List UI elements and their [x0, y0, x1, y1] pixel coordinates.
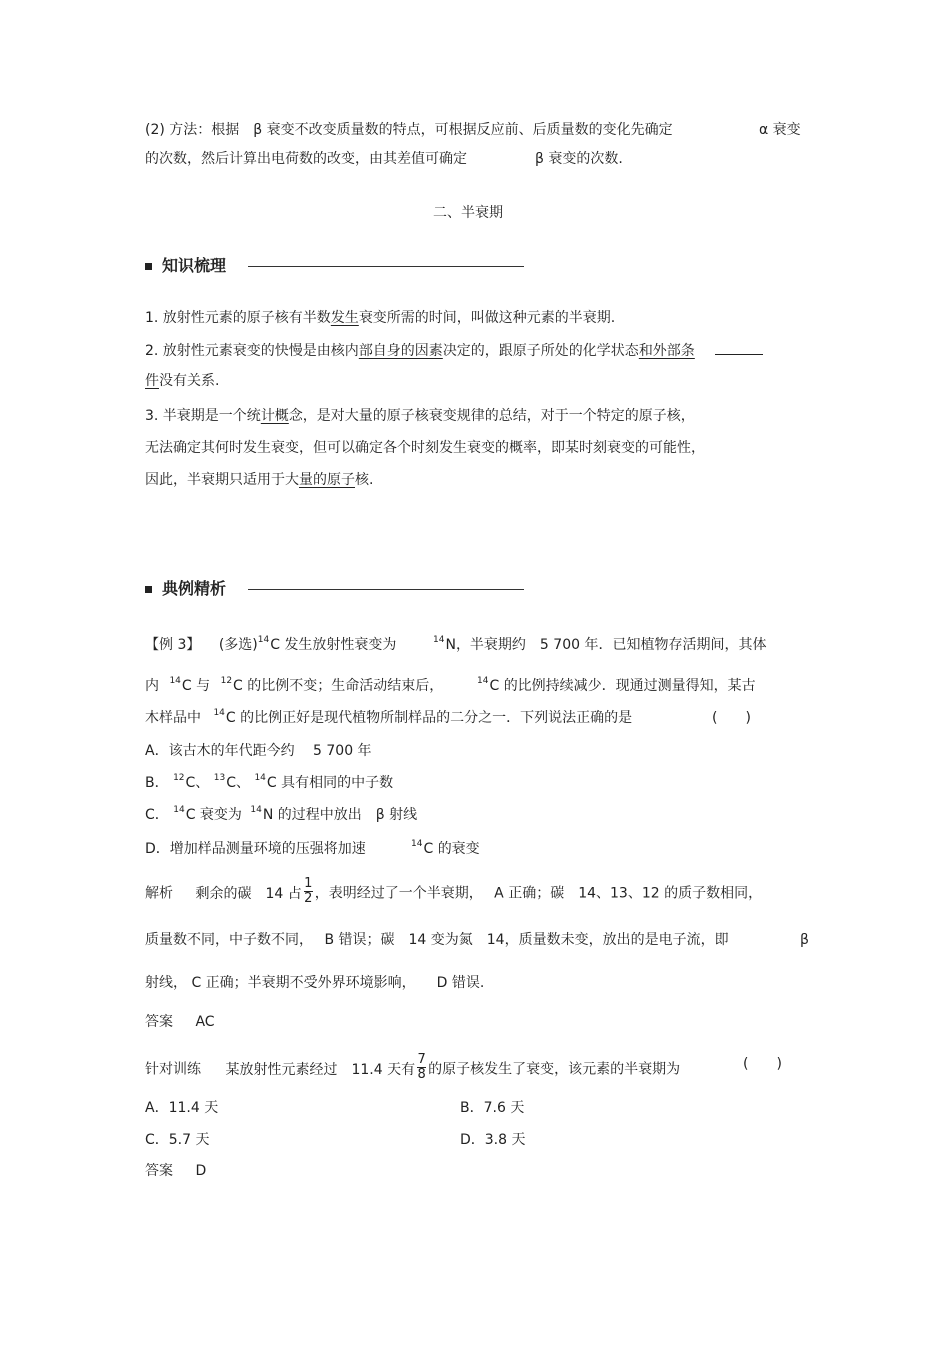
- option-text: 衰变为: [199, 807, 242, 823]
- mass-number: 14: [411, 839, 423, 849]
- training-option-c: C．5.7 天: [145, 1132, 210, 1148]
- example-line-3: [145, 709, 632, 727]
- fraction-denominator: 8: [417, 1067, 426, 1082]
- element-symbol: C: [225, 710, 236, 726]
- training-option-b: B．7.6 天: [460, 1100, 525, 1116]
- example-text: 的比例正好是现代植物所制样品的二分之一．下列说法正确的是: [240, 710, 633, 726]
- multi-choice-tag: (多选): [218, 637, 258, 653]
- analysis-text: ，表明经过了一个半衰期， A 正确；碳 14、13、12 的质子数相同，: [314, 885, 763, 902]
- example-line-2-b: [477, 677, 756, 695]
- method-text-2: 的次数，然后计算出电荷数的改变，由其差值可确定: [145, 151, 467, 167]
- heading-text: 知识梳理: [162, 256, 227, 275]
- point-text: 念，是对大量的原子核衰变规律的总结，对于一个特定的原子核，: [288, 408, 695, 424]
- mass-number: 14: [433, 635, 445, 645]
- element-symbol: C: [185, 775, 196, 791]
- option-b: [145, 774, 393, 792]
- method-line-1: [145, 121, 673, 139]
- example-text: 与: [196, 678, 211, 694]
- point-2-cont: [145, 372, 219, 390]
- training-paren: ( ): [743, 1056, 782, 1072]
- point-underline: 量的原子: [299, 472, 355, 488]
- answer-paren: ( ): [712, 710, 751, 726]
- point-text: 2. 放射性元素衰变的快慢是由核内: [145, 343, 359, 359]
- analysis-beta: β: [800, 932, 809, 948]
- method-line-2-tail: β 衰变的次数.: [535, 151, 623, 167]
- point-text: 衰变所需的时间，叫做这种元素的半衰期.: [358, 310, 616, 326]
- square-bullet-icon: [145, 586, 152, 593]
- training-text: 的原子核发生了衰变，该元素的半衰期为: [428, 1061, 681, 1078]
- square-bullet-icon: [145, 263, 152, 270]
- method-text: (2) 方法：根据 β 衰变不改变质量数的特点，可根据反应前、后质量数的变化先确定: [145, 122, 673, 138]
- element-symbol: C: [233, 678, 243, 694]
- point-underline: 和外部条: [638, 343, 695, 359]
- training-question: [145, 1052, 681, 1084]
- answer-value: D: [195, 1163, 207, 1179]
- training-option-d: D．3.8 天: [460, 1132, 526, 1148]
- example-text: 发生放射性衰变为: [284, 637, 397, 653]
- heading-rule: [248, 266, 524, 267]
- option-d: [145, 840, 366, 858]
- option-d-tail: [411, 840, 480, 858]
- point-text: 没有关系.: [159, 373, 220, 389]
- element-symbol: C: [266, 775, 277, 791]
- example-text: 内: [145, 678, 159, 694]
- option-text: 的过程中放出 β 射线: [277, 807, 418, 823]
- fraction-one-half: [304, 877, 313, 906]
- example-line-1-b: [433, 636, 766, 654]
- point-underline: 计概: [260, 408, 289, 424]
- section-title: 二、半衰期: [433, 205, 503, 221]
- heading-rule: [248, 589, 524, 590]
- point-text: 1. 放射性元素的原子核有半数: [145, 310, 331, 326]
- fraction-denominator: 2: [304, 891, 313, 906]
- mass-number: 14: [257, 635, 270, 645]
- mass-number: 12: [173, 773, 185, 783]
- heading-examples: [145, 579, 226, 599]
- heading-text: 典例精析: [162, 579, 227, 598]
- element-symbol: C: [185, 807, 196, 823]
- example-tag: 【例 3】: [145, 637, 201, 653]
- example-answer: [145, 1013, 215, 1031]
- analysis-label: 解析: [145, 885, 173, 902]
- fraction-numerator: 1: [304, 876, 313, 891]
- separator: 、: [195, 775, 210, 791]
- point-underline: 部自身的因素: [358, 343, 443, 359]
- training-label: 针对训练: [145, 1061, 201, 1078]
- separator: 、: [235, 775, 250, 791]
- analysis-line-1: [145, 876, 763, 908]
- example-text: 的比例不变；生命活动结束后，: [247, 678, 444, 694]
- fill-blank: [715, 342, 763, 355]
- answer-label: 答案: [145, 1163, 173, 1179]
- mass-number: 12: [220, 676, 233, 686]
- example-text: 的比例持续减少．现通过测量得知，某古: [503, 678, 756, 694]
- option-c: [145, 806, 417, 824]
- point-text: 因此，半衰期只适用于大: [145, 472, 299, 488]
- option-text: 具有相同的中子数: [281, 775, 394, 791]
- point-text: 决定的，跟原子所处的化学状态: [442, 343, 639, 359]
- point-2: [145, 342, 763, 360]
- training-option-a: A．11.4 天: [145, 1100, 219, 1116]
- fraction-seven-eighths: [417, 1053, 426, 1082]
- point-3: [145, 407, 695, 425]
- mass-number: 14: [477, 676, 489, 686]
- answer-value: AC: [195, 1014, 215, 1030]
- example-text: ，半衰期约 5 700 年．已知植物存活期间，其体: [455, 637, 767, 653]
- fraction-numerator: 7: [417, 1052, 426, 1067]
- element-symbol: C: [181, 678, 192, 694]
- example-line-2: [145, 677, 443, 695]
- point-3-line-2: 无法确定其何时发生衰变，但可以确定各个时刻发生衰变的概率，即某时刻衰变的可能性，: [145, 440, 705, 456]
- element-symbol: C: [489, 678, 500, 694]
- point-text: 3. 半衰期是一个统: [145, 408, 261, 424]
- training-text: 某放射性元素经过 11.4 天有: [225, 1061, 416, 1078]
- answer-label: 答案: [145, 1014, 173, 1030]
- option-label: C．: [145, 807, 169, 823]
- element-symbol: N: [262, 807, 274, 823]
- mass-number: 14: [173, 805, 185, 815]
- mass-number: 13: [213, 773, 226, 783]
- option-a: A．该古木的年代距今约 5 700 年: [145, 743, 372, 759]
- mass-number: 14: [169, 676, 181, 686]
- element-symbol: C: [423, 841, 434, 857]
- mass-number: 14: [250, 805, 262, 815]
- example-line-1: [145, 636, 396, 654]
- element-symbol: C: [270, 637, 280, 653]
- point-underline: 发生: [330, 310, 359, 326]
- training-answer: [145, 1162, 206, 1180]
- point-3-line-3: [145, 471, 373, 489]
- point-text: 核.: [355, 472, 374, 488]
- point-underline: 件: [145, 373, 159, 389]
- option-text: 的衰变: [437, 841, 480, 857]
- mass-number: 14: [213, 708, 225, 718]
- analysis-line-3: 射线， C 正确；半衰期不受外界环境影响， D 错误.: [145, 975, 485, 991]
- element-symbol: N: [445, 637, 456, 653]
- method-line-2: [145, 150, 467, 168]
- heading-knowledge: [145, 256, 226, 276]
- point-1: [145, 309, 615, 327]
- method-line-1-tail: α 衰变: [759, 122, 801, 138]
- mass-number: 14: [254, 773, 266, 783]
- analysis-text: 剩余的碳 14 占: [195, 885, 302, 902]
- element-symbol: C: [226, 775, 236, 791]
- option-label: B．: [145, 775, 169, 791]
- analysis-line-2: 质量数不同，中子数不同， B 错误；碳 14 变为氮 14，质量数未变，放出的是电子流，即: [145, 932, 729, 948]
- option-text: D．增加样品测量环境的压强将加速: [145, 841, 366, 857]
- example-text: 木样品中: [145, 710, 201, 726]
